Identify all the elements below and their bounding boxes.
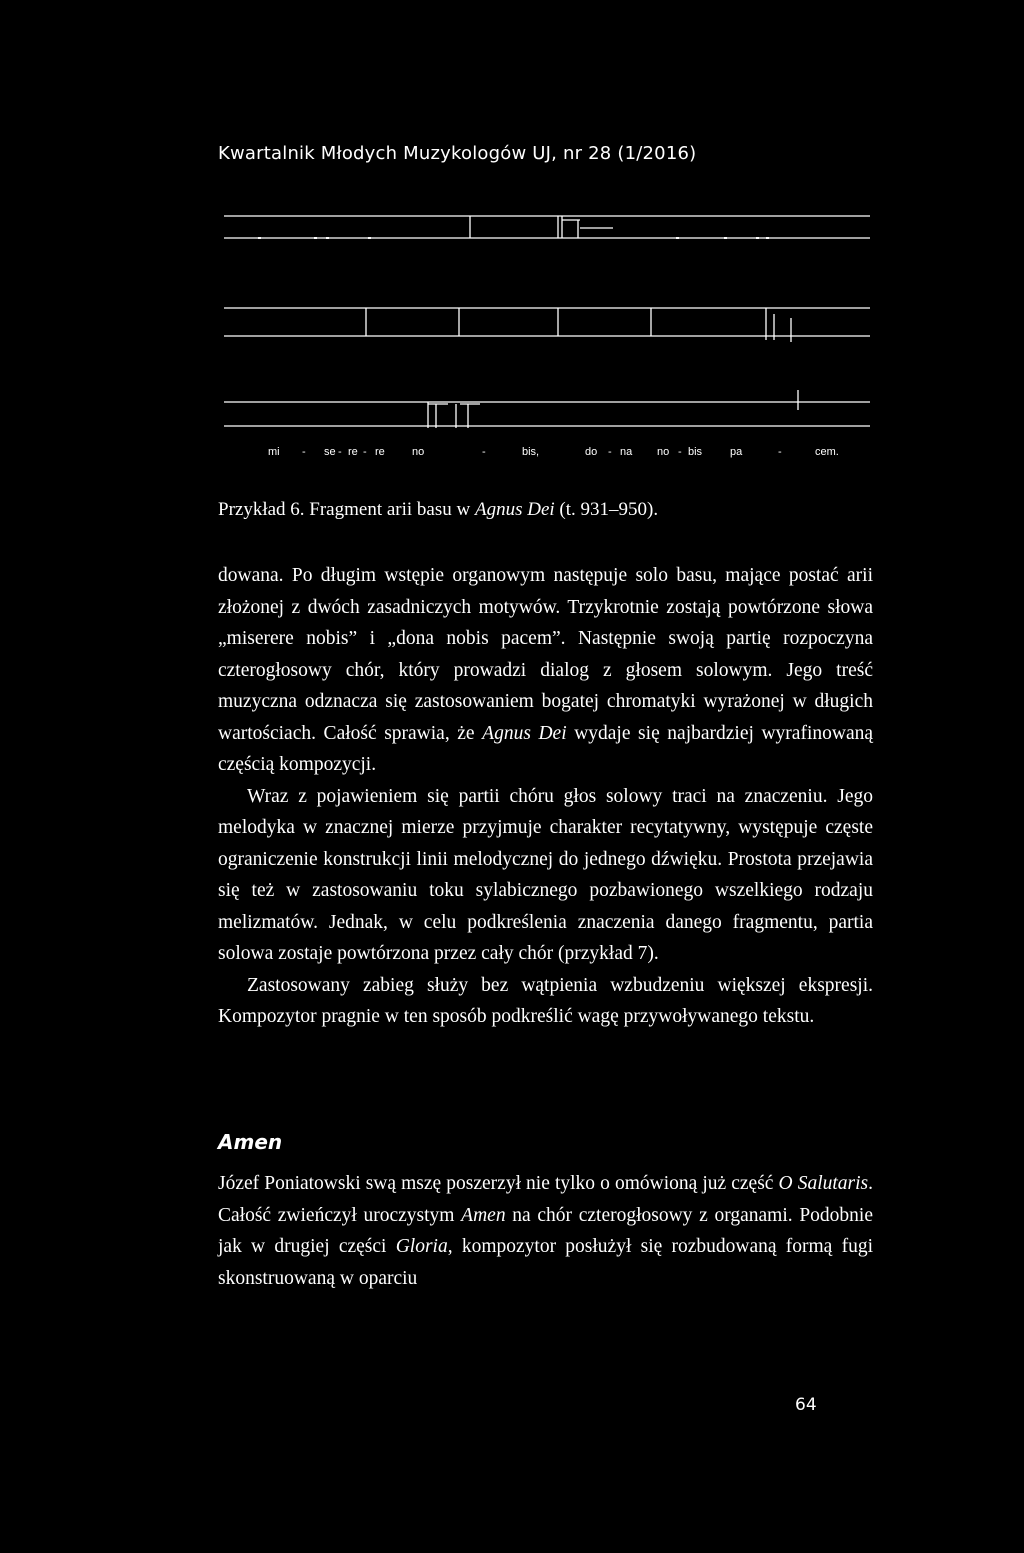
lyric-syllable: na <box>620 446 633 458</box>
caption-title: Agnus Dei <box>474 499 555 520</box>
section-text-1: Józef Poniatowski swą mszę poszerzył nie tylko o omówioną już część <box>218 1173 779 1194</box>
lyric-syllable: re <box>348 446 358 458</box>
lyric-syllable: - <box>778 446 782 458</box>
lyric-syllable: re <box>375 446 385 458</box>
section-text <box>218 1168 873 1294</box>
lyric-syllable: - <box>482 446 486 458</box>
work-title: Agnus Dei <box>482 722 567 744</box>
paragraph-1-text: dowana. Po długim wstępie organowym następuje solo basu, mające postać arii złożonej z dwóch zasadniczych motywów. Trzykrotnie zostają powtórzone słowa „miserere nobis” i „dona nobis pacem”. Następnie swoją partię rozpoczyna czterogłosowy chór, który prowadzi dialog z głosem solowym. Jego treść muzyczna odznacza się zastosowaniem bogatej chromatyki wyrażonej w długich wartościach. Całość sprawia, że <box>218 565 873 744</box>
section-title: Amen <box>218 1130 283 1154</box>
lyric-syllable: mi <box>268 446 280 458</box>
work-title-o-salutaris: O Salutaris <box>778 1173 869 1194</box>
lyric-syllable: no <box>657 446 670 458</box>
paragraph-1-end: wydaje się najbardziej wyrafinowaną częścią kompozycji. <box>218 722 873 775</box>
lyrics-line <box>218 446 872 462</box>
lyric-syllable: bis <box>688 446 703 458</box>
figure-caption <box>218 499 658 521</box>
work-title-amen: Amen <box>461 1204 506 1226</box>
lyric-syllable: do <box>585 446 598 458</box>
section-text-2: . Całość zwieńczył uroczystym <box>218 1173 873 1226</box>
main-text <box>218 560 873 1033</box>
paragraph-2: Wraz z pojawieniem się partii chóru głos solowy traci na znaczeniu. Jego melodyka w znacznej mierze przyjmuje charakter recytatywny, występuje częste ograniczenie konstrukcji linii melodycznej do jednego dźwięku. Prostota przejawia się też w zastosowaniu toku sylabicznego pozbawionego wszelkiego rodzaju melizmatów. Jednak, w celu podkreślenia znaczenia danego fragmentu, partia solowa zostaje powtórzona przez cały chór (przykład 7). <box>218 785 873 964</box>
caption-range: (t. 931–950). <box>554 499 659 520</box>
work-title-gloria: Gloria <box>395 1236 448 1257</box>
section-text-3: na chór czterogłosowy z organami. Podobnie jak w drugiej części <box>218 1204 873 1257</box>
section-paragraph <box>218 1168 873 1294</box>
lyric-syllable: pa <box>730 446 743 458</box>
paragraph-3: Zastosowany zabieg służy bez wątpienia wzbudzeniu większej ekspresji. Kompozytor pragnie w ten sposób podkreślić wagę przywoływanego tekstu. <box>218 974 873 1027</box>
lyric-syllable: bis, <box>522 446 540 458</box>
lyric-syllable: no <box>412 446 425 458</box>
lyric-syllable: - <box>678 446 682 458</box>
paragraph-1 <box>218 560 873 781</box>
page-number: 64 <box>795 1395 817 1415</box>
lyric-syllable: se <box>324 446 336 458</box>
section-text-4: , kompozytor posłużył się rozbudowaną formą fugi skonstruowaną w oparciu <box>218 1236 873 1289</box>
lyric-syllable: cem. <box>815 446 839 458</box>
lyric-syllable: - <box>608 446 612 458</box>
journal-header: Kwartalnik Młodych Muzykologów UJ, nr 28 (1/2016) <box>218 143 697 164</box>
lyric-syllable: - <box>363 446 367 458</box>
caption-text: Przykład 6. Fragment arii basu w <box>218 499 475 520</box>
lyric-syllable: - <box>338 446 342 458</box>
music-staff-graphic <box>218 200 872 445</box>
lyric-syllable: - <box>302 446 306 458</box>
music-example <box>218 200 872 470</box>
